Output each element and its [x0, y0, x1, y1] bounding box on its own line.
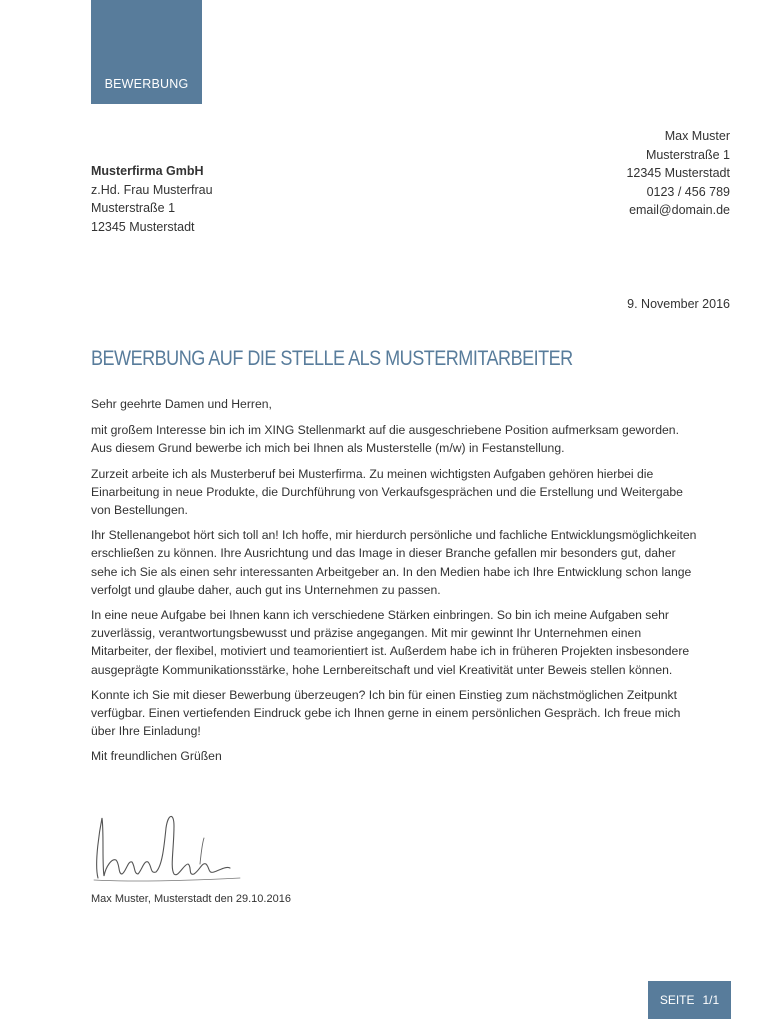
sender-email: email@domain.de [629, 203, 730, 217]
sender-street: Musterstraße 1 [645, 147, 730, 162]
page-label: SEITE [659, 993, 695, 1007]
closing: Mit freundlichen Grüßen [91, 749, 222, 764]
paragraph: Ihr Stellenangebot hört sich toll an! Ich hoffe, mir hierdurch persönliche und fachliche Entwicklungsmöglichkeiten erschließen zu können. Ihre Ausrichtung und das Image in dieser Branche gefallen mir besonders gut, daher sehe ich Sie als einen sehr interessanten Arbeitgeber an. In den Medien habe ich Ihre Entwicklung schon lange verfolgt und glaube daher, auch gut ins Unternehmen zu passen. [91, 528, 697, 597]
letter-subject: BEWERBUNG AUF DIE STELLE ALS MUSTERMITARBEITER [91, 347, 573, 370]
page-indicator [648, 981, 731, 1019]
paragraph: Konnte ich Sie mit dieser Bewerbung überzeugen? Ich bin für einen Einstieg zum nächstmöglichen Zeitpunkt verfügbar. Einen vertiefenden Eindruck gebe ich Ihnen gerne in einem persönlichen Gespräch. Ich freue mich über Ihre Einladung! [91, 687, 681, 739]
sender-city: 12345 Musterstadt [626, 166, 730, 180]
page-number: 1/1 [702, 993, 720, 1007]
sender-name: Max Muster [664, 129, 730, 143]
recipient-address [91, 162, 213, 236]
recipient-attention: z.Hd. Frau Musterfrau [91, 182, 213, 197]
application-tag-label: BEWERBUNG [104, 77, 189, 91]
recipient-city: 12345 Musterstadt [91, 219, 195, 234]
paragraph: mit großem Interesse bin ich im XING Stellenmarkt auf die ausgeschriebene Position aufmerksam geworden. Aus diesem Grund bewerbe ich mich bei Ihnen als Musterstelle (m/w) in Festanstellung. [91, 423, 679, 456]
signature-image [90, 808, 258, 890]
recipient-company: Musterfirma GmbH [91, 164, 204, 178]
paragraph: In eine neue Aufgabe bei Ihnen kann ich verschiedene Stärken einbringen. So bin ich meine Aufgaben sehr zuverlässig, verantwortungsbewusst und präzise angegangen. Mit mir gewinnt Ihr Unternehmen einen Mitarbeiter, der flexibel, motiviert und teamorientiert ist. Außerdem habe ich in früheren Projekten insbesondere ausgeprägte Kommunikationsstärke, hohe Lernbereitschaft und viel Kreativität unter Beweis stellen können. [91, 608, 690, 677]
signature-line: Max Muster, Musterstadt den 29.10.2016 [91, 893, 291, 905]
application-tag [91, 0, 202, 104]
sender-phone: 0123 / 456 789 [646, 184, 730, 199]
paragraph: Zurzeit arbeite ich als Musterberuf bei Musterfirma. Zu meinen wichtigsten Aufgaben gehören hierbei die Einarbeitung in neue Produkte, die Durchführung von Verkaufsgesprächen und die Erstellung und Weitergabe von Bestellungen. [91, 466, 683, 518]
sender-address [626, 127, 730, 220]
letter-date: 9. November 2016 [627, 297, 730, 311]
recipient-street: Musterstraße 1 [91, 201, 176, 215]
letter-body [91, 395, 701, 773]
salutation: Sehr geehrte Damen und Herren, [91, 397, 272, 411]
